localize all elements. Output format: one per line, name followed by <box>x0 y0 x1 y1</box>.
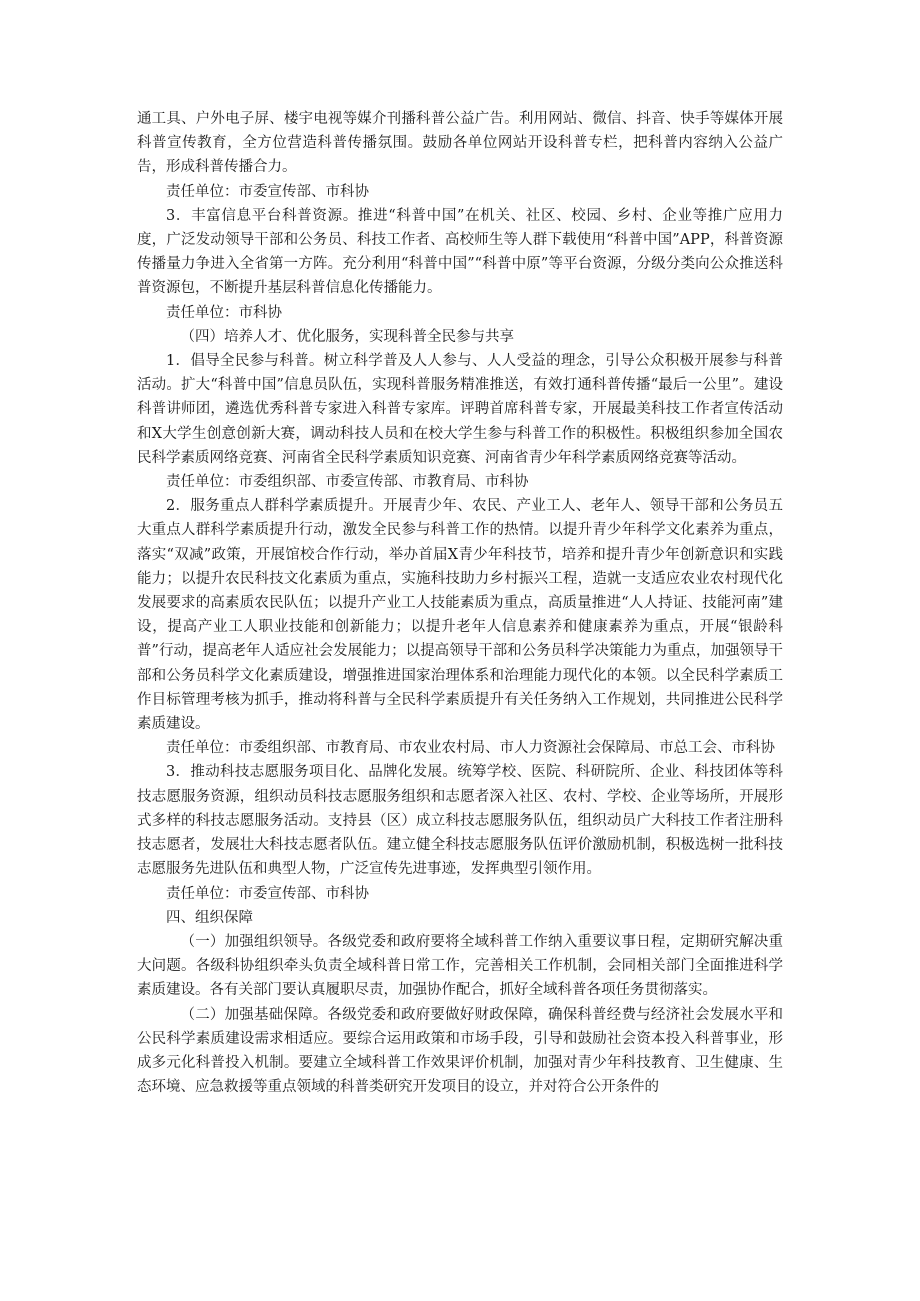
paragraph-public-participation: 1．倡导全民参与科普。树立科学普及人人参与、人人受益的理念，引导公众积极开展参与科普活动。扩大“科普中国”信息员队伍，实现科普服务精准推送，有效打通科普传播“最后一公里”。建设科普讲师团，遴选优秀科普专家进入科普专家库。评聘首席科普专家，开展最美科技工作者宣传活动和X大学生创意创新大赛，调动科技人员和在校大学生参与科普工作的积极性。积极组织参加全国农民科学素质网络竞赛、河南省全民科学素质知识竞赛、河南省青少年科学素质网络竞赛等活动。 <box>137 353 783 466</box>
responsible-units-3: 责任单位：市委组织部、市委宣传部、市教育局、市科协 <box>166 474 529 491</box>
responsible-units-1: 责任单位：市委宣传部、市科协 <box>166 183 369 200</box>
responsible-units-4: 责任单位：市委组织部、市教育局、市农业农村局、市人力资源社会保障局、市总工会、市科协 <box>166 740 775 757</box>
section-heading-organization: 四、组织保障 <box>166 909 253 926</box>
paragraph-info-platform: 3．丰富信息平台科普资源。推进“科普中国”在机关、社区、校园、乡村、企业等推广应用力度，广泛发动领导干部和公务员、科技工作者、高校师生等人群下载使用“科普中国”APP，科普资源传播量力争进入全省第一方阵。充分利用“科普中国”“科普中原”等平台资源，分级分类向公众推送科普资源包，不断提升基层科普信息化传播能力。 <box>137 207 783 297</box>
paragraph-media-ads: 通工具、户外电子屏、楼宇电视等媒介刊播科普公益广告。利用网站、微信、抖音、快手等媒体开展科普宣传教育，全方位营造科普传播氛围。鼓励各单位网站开设科普专栏，把科普内容纳入公益广告，形成科普传播合力。 <box>137 111 783 176</box>
paragraph-key-groups: 2．服务重点人群科学素质提升。开展青少年、农民、产业工人、老年人、领导干部和公务员五大重点人群科学素质提升行动，激发全民参与科普工作的热情。以提升青少年科学文化素养为重点，落实“双减”政策，开展馆校合作行动，举办首届X青少年科技节，培养和提升青少年创新意识和实践能力；以提升农民科技文化素质为重点，实施科技助力乡村振兴工程，造就一支适应农业农村现代化发展要求的高素质农民队伍；以提升产业工人技能素质为重点，高质量推进“人人持证、技能河南”建设，提高产业工人职业技能和创新能力；以提升老年人信息素养和健康素养为重点，开展“银龄科普”行动，提高老年人适应社会发展能力；以提高领导干部和公务员科学决策能力为重点，加强领导干部和公务员科学文化素质建设，增强推进国家治理体系和治理能力现代化的本领。以全民科学素质工作目标管理考核为抓手，推动将科普与全民科学素质提升有关任务纳入工作规划，共同推进公民科学素质建设。 <box>137 498 783 733</box>
responsible-units-5: 责任单位：市委宣传部、市科协 <box>166 885 369 902</box>
document-body <box>137 107 783 1099</box>
section-heading-talent: （四）培养人才、优化服务，实现科普全民参与共享 <box>180 328 514 345</box>
paragraph-basic-support: （二）加强基础保障。各级党委和政府要做好财政保障，确保科普经费与经济社会发展水平和公民科学素质建设需求相适应。要综合运用政策和市场手段，引导和鼓励社会资本投入科普事业，形成多元化科普投入机制。要建立全域科普工作效果评价机制，加强对青少年科技教育、卫生健康、生态环境、应急救援等重点领域的科普类研究开发项目的设立，并对符合公开条件的 <box>137 1006 783 1096</box>
paragraph-leadership: （一）加强组织领导。各级党委和政府要将全域科普工作纳入重要议事日程，定期研究解决重大问题。各级科协组织牵头负责全域科普日常工作，完善相关工作机制，会同相关部门全面推进科学素质建设。各有关部门要认真履职尽责，加强协作配合，抓好全域科普各项任务贯彻落实。 <box>137 933 783 999</box>
responsible-units-2: 责任单位：市科协 <box>166 304 282 321</box>
paragraph-volunteer-service: 3．推动科技志愿服务项目化、品牌化发展。统筹学校、医院、科研院所、企业、科技团体等科技志愿服务资源，组织动员科技志愿服务组织和志愿者深入社区、农村、学校、企业等场所，开展形式多样的科技志愿服务活动。支持县（区）成立科技志愿服务队伍，组织动员广大科技工作者注册科技志愿者，发展壮大科技志愿者队伍。建立健全科技志愿服务队伍评价激励机制，积极选树一批科技志愿服务先进队伍和典型人物，广泛宣传先进事迹，发挥典型引领作用。 <box>137 764 783 878</box>
